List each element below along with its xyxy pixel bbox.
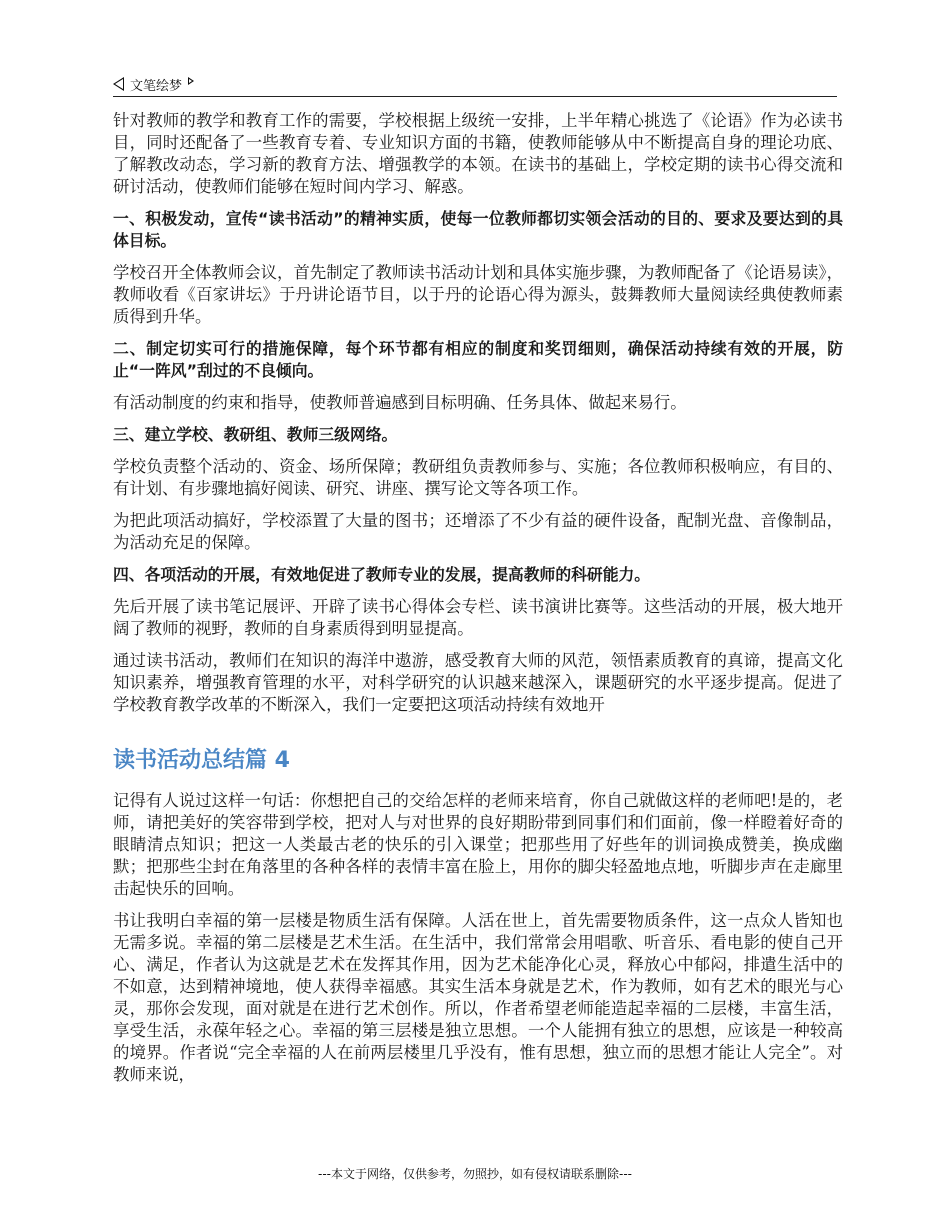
brand-name: 文笔绘梦 [130,78,183,94]
paragraph: 学校召开全体教师会议，首先制定了教师读书活动计划和具体实施步骤，为教师配备了《论语易读》，教师收看《百家讲坛》于丹讲论语节目，以于丹的论语心得为源头，鼓舞教师大量阅读经典使教师素质得到升华。 [113,263,843,326]
page-footer: ---本文于网络，仅供参考，勿照抄，如有侵权请联系删除--- [318,1167,632,1181]
paragraph: 学校负责整个活动的、资金、场所保障；教研组负责教师参与、实施；各位教师积极响应，有目的、有计划、有步骤地搞好阅读、研究、讲座、撰写论文等各项工作。 [113,457,843,498]
paragraph: 有活动制度的约束和指导，使教师普遍感到目标明确、任务具体、做起来易行。 [113,393,687,412]
paragraph: 针对教师的教学和教育工作的需要，学校根据上级统一安排，上半年精心挑选了《论语》作为必读书目，同时还配备了一些教育专着、专业知识方面的书籍，使教师能够从中不断提高自身的理论功底、了解教改动态，学习新的教育方法、增强教学的本领。在读书的基础上，学校定期的读书心得交流和研讨活动，使教师们能够在短时间内学习、解惑。 [113,111,843,196]
triangle-left-icon [113,77,124,91]
page-header [113,72,837,97]
paragraph: 记得有人说过这样一句话：你想把自己的交给怎样的老师来培育，你自己就做这样的老师吧!是的，老师，请把美好的笑容带到学校，把对人与对世界的良好期盼带到同事们和们面前，像一样瞪着好奇的眼睛清点知识；把这一人类最古老的快乐的引入课堂；把那些用了好些年的训词换成赞美，换成幽默；把那些尘封在角落里的各种各样的表情丰富在脸上，用你的脚尖轻盈地点地，听脚步声在走廊里击起快乐的回响。 [113,791,843,898]
section-heading: 四、各项活动的开展，有效地促进了教师专业的发展，提高教师的科研能力。 [113,565,651,584]
section-heading: 三、建立学校、教研组、教师三级网络。 [113,425,398,444]
paragraph: 先后开展了读书笔记展评、开辟了读书心得体会专栏、读书演讲比赛等。这些活动的开展，极大地开阔了教师的视野，教师的自身素质得到明显提高。 [113,597,843,638]
triangle-right-icon [188,77,194,85]
paragraph: 书让我明白幸福的第一层楼是物质生活有保障。人活在世上，首先需要物质条件，这一点众人皆知也无需多说。幸福的第二层楼是艺术生活。在生活中，我们常常会用唱歌、听音乐、看电影的使自己开心、满足，作者认为这就是艺术在发挥其作用，因为艺术能净化心灵，释放心中郁闷，排遣生活中的不如意，达到精神境地，使人获得幸福感。其实生活本身就是艺术，作为教师，如有艺术的眼光与心灵，那你会发现，面对就是在进行艺术创作。所以，作者希望老师能造起幸福的二层楼，丰富生活，享受生活，永葆年轻之心。幸福的第三层楼是独立思想。一个人能拥有独立的思想，应该是一种较高的境界。作者说“完全幸福的人在前两层楼里几乎没有，惟有思想，独立而的思想才能让人完全”。对教师来说， [113,911,843,1084]
section-heading: 二、制定切实可行的措施保障，每个环节都有相应的制度和奖罚细则，确保活动持续有效的开展，防止“一阵风”刮过的不良倾向。 [113,339,843,380]
paragraph: 为把此项活动搞好，学校添置了大量的图书；还增添了不少有益的硬件设备，配制光盘、音像制品，为活动充足的保障。 [113,511,843,552]
document-body [113,110,843,1096]
section-heading: 一、积极发动，宣传“读书活动”的精神实质，使每一位教师都切实领会活动的目的、要求及要达到的具体目标。 [113,209,843,250]
paragraph: 通过读书活动，教师们在知识的海洋中遨游，感受教育大师的风范，领悟素质教育的真谛，提高文化知识素养，增强教育管理的水平，对科学研究的认识越来越深入，课题研究的水平逐步提高。促进了学校教育教学改革的不断深入，我们一定要把这项活动持续有效地开 [113,651,843,714]
section-title: 读书活动总结篇 4 [113,748,290,773]
